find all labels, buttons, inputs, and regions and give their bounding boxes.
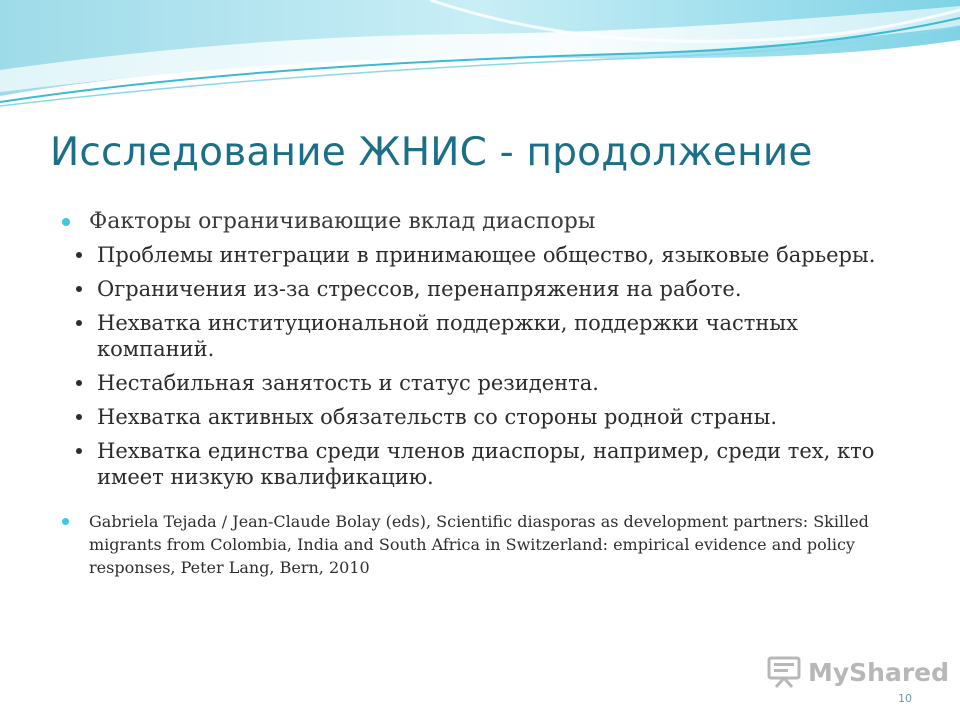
slide-body bbox=[60, 208, 910, 579]
header-wave-decoration bbox=[0, 0, 960, 120]
slide-title: Исследование ЖНИС - продолжение bbox=[50, 130, 813, 175]
watermark-text: MyShared bbox=[808, 657, 950, 687]
watermark bbox=[766, 652, 949, 692]
main-bullet: Факторы ограничивающие вклад диаспоры bbox=[60, 208, 910, 236]
reference-citation: Gabriela Tejada / Jean-Claude Bolay (eds), Scientific diasporas as development partners: Skilled migrants from Colombia, India and South Africa in Switzerland: empirical evidence and policy responses, Peter Lang, Bern, 2010 bbox=[60, 510, 919, 579]
list-item: Ограничения из-за стрессов, перенапряжения на работе. bbox=[60, 276, 887, 302]
list-item: Нестабильная занятость и статус резидента. bbox=[60, 370, 887, 396]
list-item: Проблемы интеграции в принимающее общество, языковые барьеры. bbox=[60, 242, 887, 268]
list-item: Нехватка единства среди членов диаспоры, например, среди тех, кто имеет низкую квалификацию. bbox=[60, 438, 887, 490]
list-item: Нехватка институциональной поддержки, поддержки частных компаний. bbox=[60, 310, 887, 362]
presentation-board-icon bbox=[766, 655, 802, 689]
sub-bullet-list bbox=[60, 242, 910, 490]
list-item: Нехватка активных обязательств со стороны родной страны. bbox=[60, 404, 887, 430]
slide-number: 10 bbox=[898, 692, 912, 705]
